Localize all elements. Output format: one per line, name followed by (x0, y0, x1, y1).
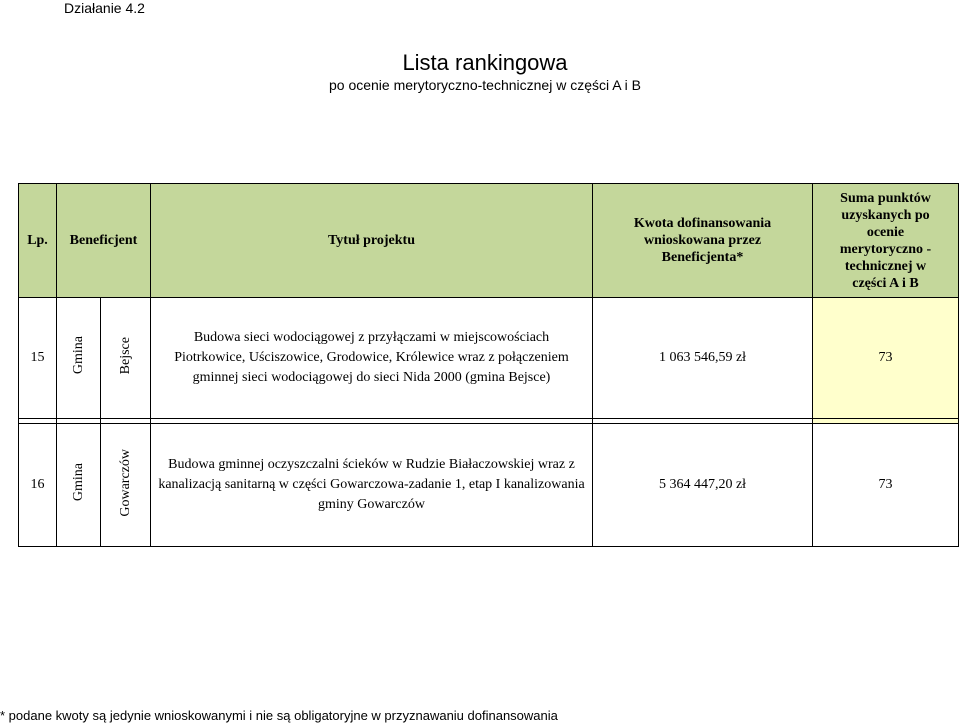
row-project-title: Budowa gminnej oczyszczalni ścieków w Rudzie Białaczowskiej wraz z kanalizacją sanitarną w części Gowarczowa-zadanie 1, etap I kanalizowania gminy Gowarczów (151, 424, 593, 547)
row-score: 73 (813, 424, 959, 547)
ranking-table (18, 183, 959, 547)
action-label: Działanie 4.2 (64, 0, 145, 16)
header-project: Tytuł projektu (151, 184, 593, 298)
table-header-row (19, 184, 959, 298)
row-beneficiary-name: Gowarczów (101, 424, 151, 547)
row-project-title: Budowa sieci wodociągowej z przyłączami w miejscowościach Piotrkowice, Uściszowice, Grodowice, Królewice wraz z połączeniem gminnej sieci wodociągowej do sieci Nida 2000 (gmina Bejsce) (151, 298, 593, 419)
row-amount: 1 063 546,59 zł (593, 298, 813, 419)
header-beneficiary: Beneficjent (57, 184, 151, 298)
page-subtitle: po ocenie merytoryczno-technicznej w części A i B (328, 77, 642, 93)
table-row (19, 298, 959, 419)
footnote: * podane kwoty są jedynie wnioskowanymi i nie są obligatoryjne w przyznawaniu dofinansowania (0, 708, 558, 723)
row-lp: 16 (19, 424, 57, 547)
row-amount: 5 364 447,20 zł (593, 424, 813, 547)
table-row (19, 424, 959, 547)
row-beneficiary-type: Gmina (57, 424, 101, 547)
header-score: Suma punktów uzyskanych po ocenie merytoryczno -technicznej w części A i B (813, 184, 959, 298)
row-beneficiary-type: Gmina (57, 298, 101, 419)
header-amount: Kwota dofinansowania wnioskowana przez Beneficjenta* (593, 184, 813, 298)
row-beneficiary-name: Bejsce (101, 298, 151, 419)
row-score: 73 (813, 298, 959, 419)
header-lp: Lp. (19, 184, 57, 298)
page-title: Lista rankingowa (402, 50, 568, 75)
row-lp: 15 (19, 298, 57, 419)
